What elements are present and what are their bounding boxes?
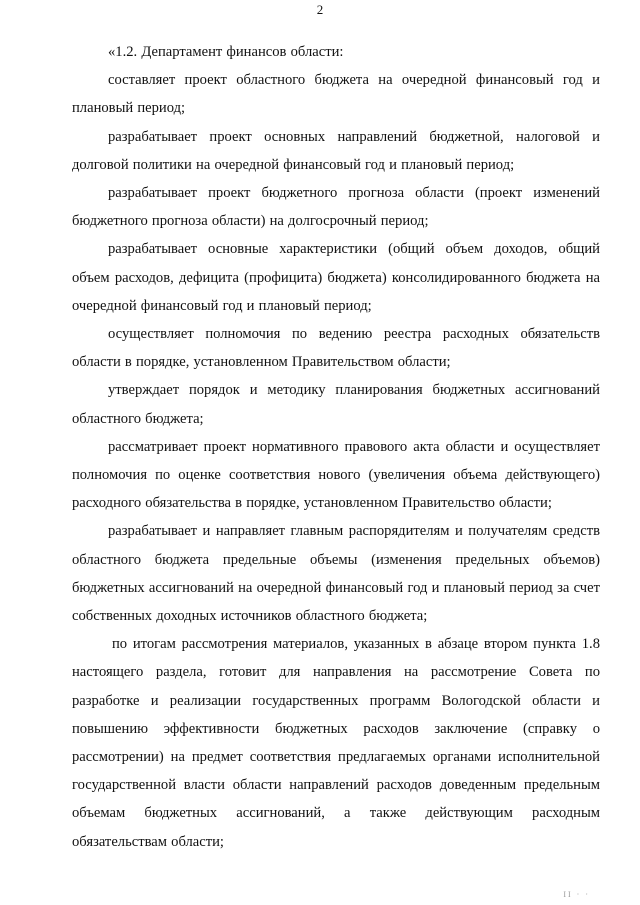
paragraph-7: рассматривает проект нормативного правового акта области и осуществляет полномочия по оценке соответствия нового (увеличения объема действующего) расходного обязательства в порядке, установленном Правительство области; [72,438,600,512]
paragraph-4: разрабатывает основные характеристики (общий объем доходов, общий объем расходов, дефицита (профицита) бюджета) консолидированного бюджета на очередной финансовый год и плановый период; [72,241,600,314]
paragraph-2: разрабатывает проект основных направлений бюджетной, налоговой и долговой политики на очередной финансовый год и плановый период; [72,128,600,173]
paragraph-5: осуществляет полномочия по ведению реестра расходных обязательств области в порядке, установленном Правительством области; [72,326,600,371]
paragraph-1: составляет проект областного бюджета на очередной финансовый год и плановый период; [72,72,600,117]
scan-mark: II · · [563,890,590,899]
paragraph-3: разрабатывает проект бюджетного прогноза области (проект изменений бюджетного прогноза области) на долгосрочный период; [72,185,600,230]
paragraph-9: по итогам рассмотрения материалов, указанных в абзаце втором пункта 1.8 настоящего раздела, готовит для направления на рассмотрение Совета по разработке и реализации государственных программ Вологодской области и повышению эффективности бюджетных расходов заключение (справку о рассмотрении) на предмет соответствия предлагаемых органами исполнительной государственной власти области направлений расходов доведенным предельным объемам бюджетных ассигнований, а также действующим расходным обязательствам области; [72,636,600,850]
paragraph-6: утверждает порядок и методику планирования бюджетных ассигнований областного бюджета; [72,382,600,427]
section-heading: «1.2. Департамент финансов области: [108,44,344,60]
body-text [72,38,600,856]
page-number: 2 [316,2,324,17]
paragraph-8: разрабатывает и направляет главным распорядителям и получателям средств областного бюджета предельные объемы (изменения предельных объемов) бюджетных ассигнований на очередной финансовый год и плановый период за счет собственных доходных источников областного бюджета; [72,523,600,625]
